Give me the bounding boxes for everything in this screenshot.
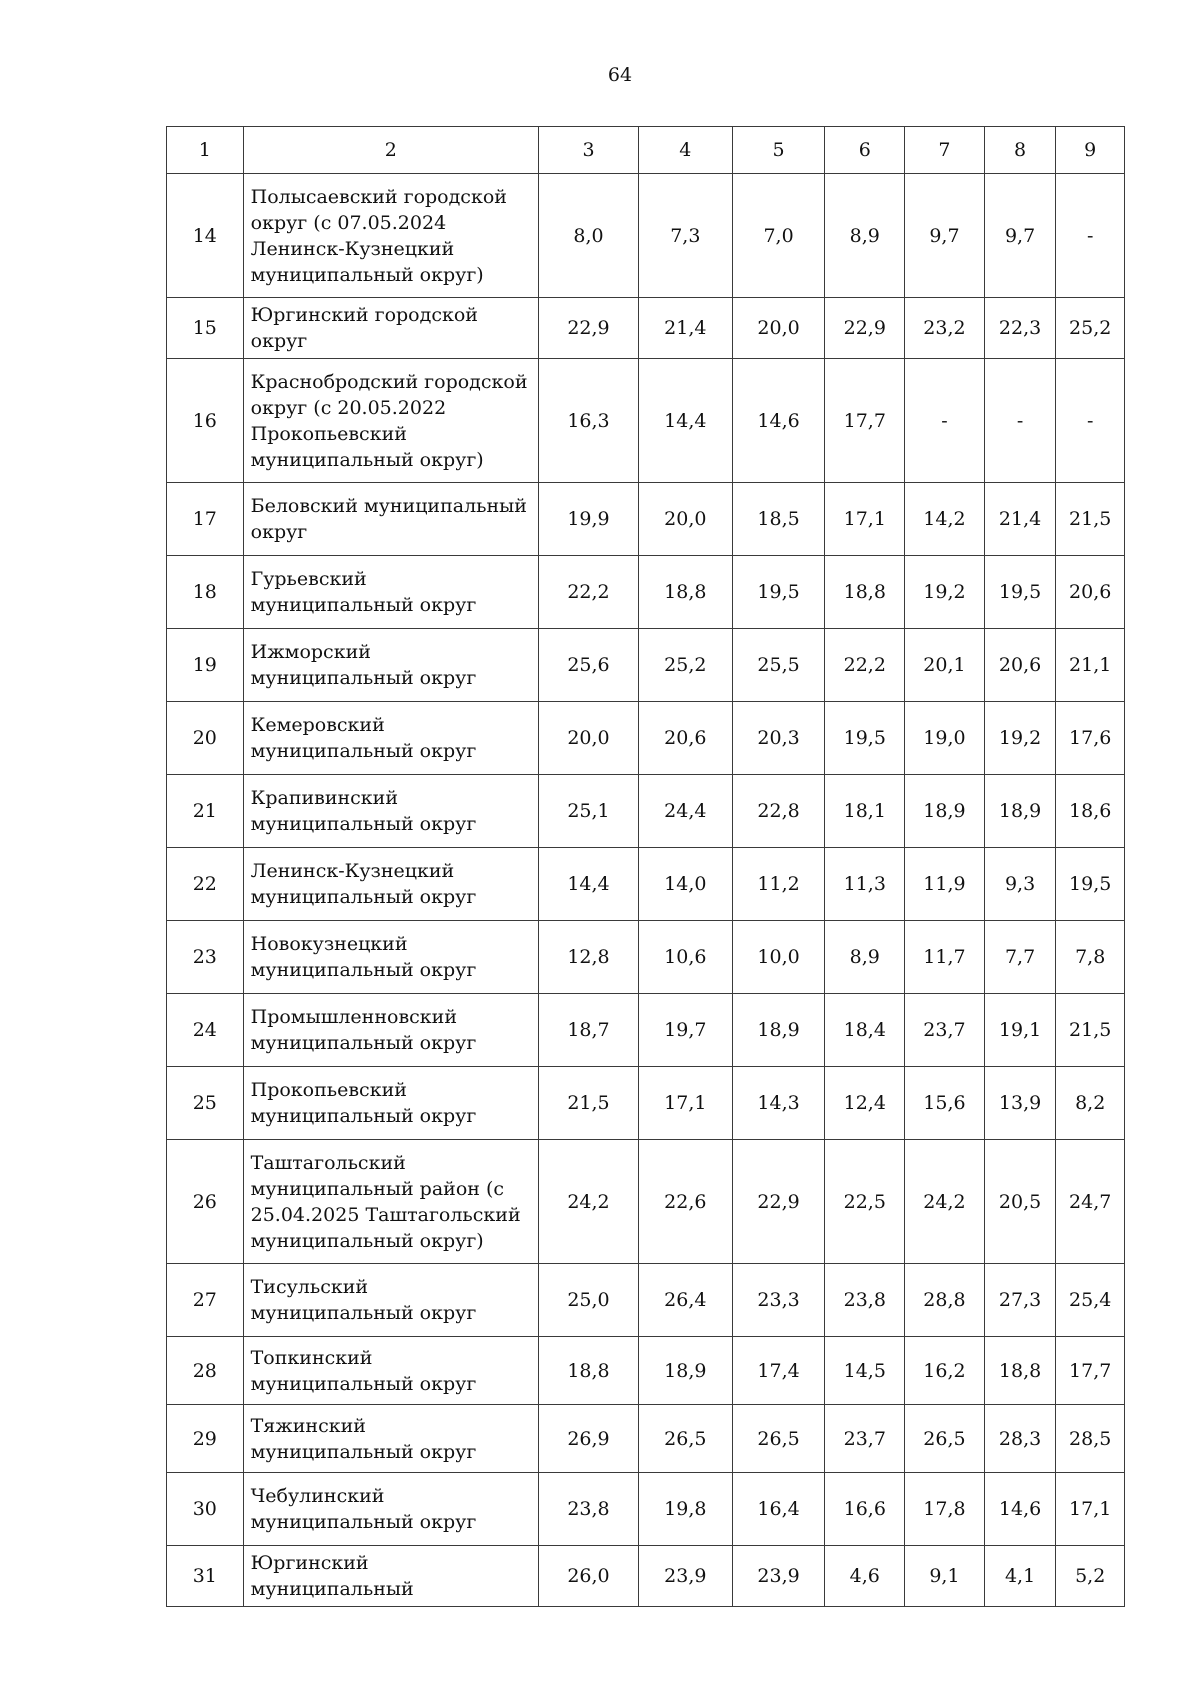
municipality-name-cell: Гурьевский муниципальный округ — [243, 556, 538, 629]
table-row — [167, 1140, 1125, 1264]
value-cell: 26,5 — [905, 1405, 985, 1473]
row-number-cell: 16 — [167, 359, 244, 483]
value-cell: 25,5 — [732, 629, 825, 702]
value-cell: 24,4 — [638, 775, 732, 848]
value-cell: 20,3 — [732, 702, 825, 775]
value-cell: 20,0 — [638, 483, 732, 556]
table-row — [167, 359, 1125, 483]
value-cell: 26,9 — [539, 1405, 639, 1473]
header-cell: 7 — [905, 127, 985, 174]
value-cell: 20,0 — [539, 702, 639, 775]
value-cell: 14,0 — [638, 848, 732, 921]
value-cell: 18,8 — [539, 1337, 639, 1405]
data-table — [166, 126, 1125, 1607]
value-cell: 7,8 — [1056, 921, 1125, 994]
value-cell: 19,5 — [732, 556, 825, 629]
value-cell: 22,2 — [825, 629, 905, 702]
table-row — [167, 1473, 1125, 1546]
municipality-name-cell: Таштагольский муниципальный район (с 25.04.2025 Таштагольский муниципальный округ) — [243, 1140, 538, 1264]
row-number-cell: 29 — [167, 1405, 244, 1473]
value-cell: 25,4 — [1056, 1264, 1125, 1337]
value-cell: 19,8 — [638, 1473, 732, 1546]
value-cell: 24,7 — [1056, 1140, 1125, 1264]
value-cell: 15,6 — [905, 1067, 985, 1140]
value-cell: 20,6 — [638, 702, 732, 775]
value-cell: 18,5 — [732, 483, 825, 556]
table-row — [167, 1264, 1125, 1337]
value-cell: 26,0 — [539, 1546, 639, 1607]
table-row — [167, 1405, 1125, 1473]
value-cell: 27,3 — [984, 1264, 1056, 1337]
value-cell: 23,7 — [825, 1405, 905, 1473]
value-cell: 14,6 — [732, 359, 825, 483]
value-cell: 9,1 — [905, 1546, 985, 1607]
value-cell: 12,4 — [825, 1067, 905, 1140]
table-row — [167, 556, 1125, 629]
value-cell: 22,3 — [984, 298, 1056, 359]
table-row — [167, 848, 1125, 921]
value-cell: 24,2 — [539, 1140, 639, 1264]
table-row — [167, 702, 1125, 775]
row-number-cell: 22 — [167, 848, 244, 921]
row-number-cell: 21 — [167, 775, 244, 848]
value-cell: 18,6 — [1056, 775, 1125, 848]
value-cell: 21,5 — [1056, 483, 1125, 556]
value-cell: 19,5 — [1056, 848, 1125, 921]
value-cell: 21,5 — [539, 1067, 639, 1140]
value-cell: 22,9 — [539, 298, 639, 359]
value-cell: 7,0 — [732, 174, 825, 298]
table-row — [167, 629, 1125, 702]
table-row — [167, 994, 1125, 1067]
value-cell: 11,2 — [732, 848, 825, 921]
row-number-cell: 17 — [167, 483, 244, 556]
row-number-cell: 25 — [167, 1067, 244, 1140]
value-cell: 19,9 — [539, 483, 639, 556]
value-cell: 14,4 — [539, 848, 639, 921]
value-cell: 14,3 — [732, 1067, 825, 1140]
value-cell: 17,4 — [732, 1337, 825, 1405]
value-cell: 17,7 — [1056, 1337, 1125, 1405]
value-cell: 22,2 — [539, 556, 639, 629]
value-cell: 17,7 — [825, 359, 905, 483]
value-cell: 26,5 — [638, 1405, 732, 1473]
value-cell: 14,2 — [905, 483, 985, 556]
value-cell: 18,9 — [732, 994, 825, 1067]
value-cell: - — [1056, 359, 1125, 483]
value-cell: 17,6 — [1056, 702, 1125, 775]
value-cell: 23,9 — [732, 1546, 825, 1607]
row-number-cell: 26 — [167, 1140, 244, 1264]
value-cell: 23,3 — [732, 1264, 825, 1337]
value-cell: 25,2 — [638, 629, 732, 702]
value-cell: 26,4 — [638, 1264, 732, 1337]
value-cell: 11,9 — [905, 848, 985, 921]
row-number-cell: 31 — [167, 1546, 244, 1607]
municipality-name-cell: Топкинский муниципальный округ — [243, 1337, 538, 1405]
value-cell: 23,9 — [638, 1546, 732, 1607]
header-cell: 9 — [1056, 127, 1125, 174]
value-cell: 17,1 — [825, 483, 905, 556]
row-number-cell: 18 — [167, 556, 244, 629]
value-cell: 23,8 — [825, 1264, 905, 1337]
municipality-name-cell: Ижморский муниципальный округ — [243, 629, 538, 702]
value-cell: 7,3 — [638, 174, 732, 298]
value-cell: 9,7 — [984, 174, 1056, 298]
municipality-name-cell: Ленинск-Кузнецкий муниципальный округ — [243, 848, 538, 921]
value-cell: 22,6 — [638, 1140, 732, 1264]
table-row — [167, 1067, 1125, 1140]
header-cell: 5 — [732, 127, 825, 174]
row-number-cell: 19 — [167, 629, 244, 702]
value-cell: 23,8 — [539, 1473, 639, 1546]
municipality-name-cell: Юргинский муниципальный — [243, 1546, 538, 1607]
value-cell: 20,6 — [984, 629, 1056, 702]
value-cell: 25,6 — [539, 629, 639, 702]
value-cell: 20,5 — [984, 1140, 1056, 1264]
header-cell: 1 — [167, 127, 244, 174]
value-cell: 20,6 — [1056, 556, 1125, 629]
value-cell: 17,8 — [905, 1473, 985, 1546]
value-cell: 5,2 — [1056, 1546, 1125, 1607]
municipality-name-cell: Тисульский муниципальный округ — [243, 1264, 538, 1337]
value-cell: - — [905, 359, 985, 483]
municipality-name-cell: Чебулинский муниципальный округ — [243, 1473, 538, 1546]
table-row — [167, 775, 1125, 848]
value-cell: 18,9 — [984, 775, 1056, 848]
value-cell: 8,9 — [825, 921, 905, 994]
value-cell: 16,3 — [539, 359, 639, 483]
table-header-row — [167, 127, 1125, 174]
value-cell: 10,6 — [638, 921, 732, 994]
value-cell: 10,0 — [732, 921, 825, 994]
municipality-name-cell: Беловский муниципальный округ — [243, 483, 538, 556]
value-cell: 28,8 — [905, 1264, 985, 1337]
row-number-cell: 24 — [167, 994, 244, 1067]
municipality-name-cell: Прокопьевский муниципальный округ — [243, 1067, 538, 1140]
row-number-cell: 23 — [167, 921, 244, 994]
row-number-cell: 28 — [167, 1337, 244, 1405]
value-cell: 23,7 — [905, 994, 985, 1067]
table-row — [167, 483, 1125, 556]
row-number-cell: 15 — [167, 298, 244, 359]
value-cell: 9,3 — [984, 848, 1056, 921]
value-cell: 18,8 — [638, 556, 732, 629]
value-cell: 9,7 — [905, 174, 985, 298]
value-cell: 18,9 — [905, 775, 985, 848]
value-cell: - — [984, 359, 1056, 483]
value-cell: 14,4 — [638, 359, 732, 483]
header-cell: 8 — [984, 127, 1056, 174]
value-cell: 4,6 — [825, 1546, 905, 1607]
value-cell: 25,0 — [539, 1264, 639, 1337]
municipality-name-cell: Юргинский городской округ — [243, 298, 538, 359]
value-cell: 28,3 — [984, 1405, 1056, 1473]
row-number-cell: 27 — [167, 1264, 244, 1337]
value-cell: 11,3 — [825, 848, 905, 921]
value-cell: 19,7 — [638, 994, 732, 1067]
value-cell: 11,7 — [905, 921, 985, 994]
value-cell: 19,2 — [984, 702, 1056, 775]
value-cell: 19,1 — [984, 994, 1056, 1067]
value-cell: 4,1 — [984, 1546, 1056, 1607]
table-row — [167, 1546, 1125, 1607]
value-cell: 14,5 — [825, 1337, 905, 1405]
value-cell: 20,0 — [732, 298, 825, 359]
value-cell: 20,1 — [905, 629, 985, 702]
value-cell: 22,8 — [732, 775, 825, 848]
value-cell: 28,5 — [1056, 1405, 1125, 1473]
value-cell: 19,5 — [825, 702, 905, 775]
value-cell: 7,7 — [984, 921, 1056, 994]
value-cell: 16,2 — [905, 1337, 985, 1405]
value-cell: 21,4 — [638, 298, 732, 359]
value-cell: 14,6 — [984, 1473, 1056, 1546]
municipality-name-cell: Полысаевский городской округ (с 07.05.2024 Ленинск-Кузнецкий муниципальный округ) — [243, 174, 538, 298]
value-cell: 16,4 — [732, 1473, 825, 1546]
value-cell: 12,8 — [539, 921, 639, 994]
value-cell: 22,5 — [825, 1140, 905, 1264]
value-cell: 25,1 — [539, 775, 639, 848]
value-cell: 18,9 — [638, 1337, 732, 1405]
header-cell: 2 — [243, 127, 538, 174]
row-number-cell: 14 — [167, 174, 244, 298]
value-cell: 17,1 — [1056, 1473, 1125, 1546]
value-cell: 17,1 — [638, 1067, 732, 1140]
value-cell: 26,5 — [732, 1405, 825, 1473]
table-row — [167, 1337, 1125, 1405]
page-number: 64 — [607, 64, 633, 86]
value-cell: 8,2 — [1056, 1067, 1125, 1140]
value-cell: 22,9 — [732, 1140, 825, 1264]
table-row — [167, 921, 1125, 994]
value-cell: 21,4 — [984, 483, 1056, 556]
municipality-name-cell: Краснобродский городской округ (с 20.05.2022 Прокопьевский муниципальный округ) — [243, 359, 538, 483]
municipality-name-cell: Тяжинский муниципальный округ — [243, 1405, 538, 1473]
value-cell: 23,2 — [905, 298, 985, 359]
value-cell: 21,1 — [1056, 629, 1125, 702]
value-cell: 18,4 — [825, 994, 905, 1067]
value-cell: 8,0 — [539, 174, 639, 298]
value-cell: 19,2 — [905, 556, 985, 629]
value-cell: 21,5 — [1056, 994, 1125, 1067]
value-cell: 18,1 — [825, 775, 905, 848]
municipality-name-cell: Кемеровский муниципальный округ — [243, 702, 538, 775]
value-cell: - — [1056, 174, 1125, 298]
table-row — [167, 174, 1125, 298]
municipality-name-cell: Новокузнецкий муниципальный округ — [243, 921, 538, 994]
row-number-cell: 30 — [167, 1473, 244, 1546]
value-cell: 25,2 — [1056, 298, 1125, 359]
header-cell: 3 — [539, 127, 639, 174]
value-cell: 18,8 — [825, 556, 905, 629]
header-cell: 4 — [638, 127, 732, 174]
value-cell: 16,6 — [825, 1473, 905, 1546]
value-cell: 13,9 — [984, 1067, 1056, 1140]
value-cell: 19,0 — [905, 702, 985, 775]
row-number-cell: 20 — [167, 702, 244, 775]
value-cell: 8,9 — [825, 174, 905, 298]
value-cell: 18,8 — [984, 1337, 1056, 1405]
value-cell: 22,9 — [825, 298, 905, 359]
value-cell: 19,5 — [984, 556, 1056, 629]
table-row — [167, 298, 1125, 359]
value-cell: 18,7 — [539, 994, 639, 1067]
value-cell: 24,2 — [905, 1140, 985, 1264]
header-cell: 6 — [825, 127, 905, 174]
municipality-name-cell: Крапивинский муниципальный округ — [243, 775, 538, 848]
municipality-name-cell: Промышленновский муниципальный округ — [243, 994, 538, 1067]
